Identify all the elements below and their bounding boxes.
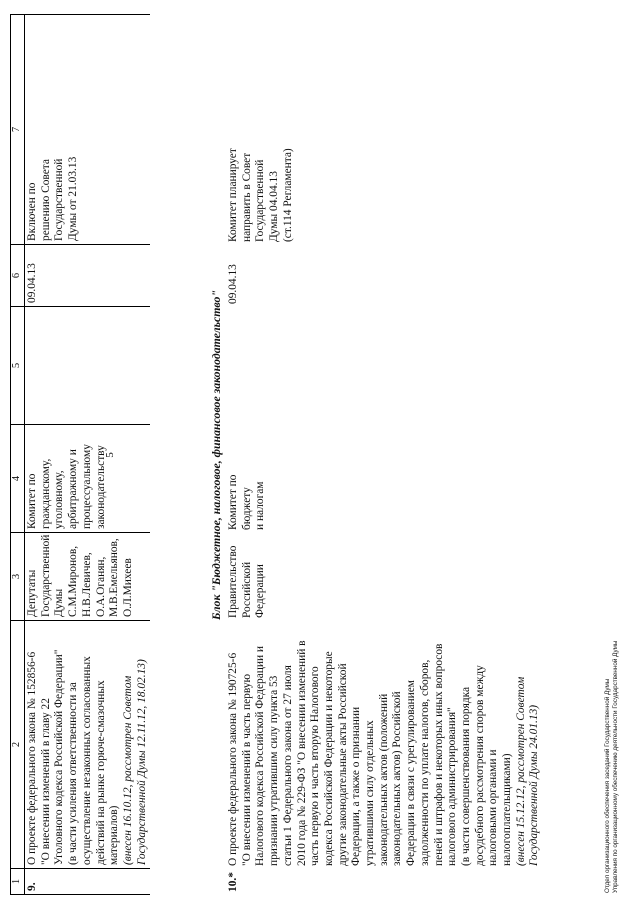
- column-number: 1: [11, 869, 25, 895]
- row-number: 10.*: [227, 872, 239, 892]
- bill-title: [25, 621, 151, 869]
- bill-title-line: другие законодательные акты Российской: [336, 663, 349, 866]
- row-number: 9.: [25, 869, 151, 895]
- column-number-row: [11, 15, 25, 895]
- bill-title-line: Федерации в связи с урегулированием: [405, 680, 418, 866]
- legislation-agenda-table-continued: [226, 15, 543, 895]
- responsible-committee: [226, 425, 543, 533]
- document-footer: [604, 13, 619, 893]
- status-line: Включен по: [26, 182, 38, 241]
- column-number: 4: [11, 425, 25, 533]
- status-line: Думы от 21.03.13: [67, 156, 80, 241]
- author-line: Н.В.Левичев,: [80, 552, 93, 617]
- column-number: 3: [11, 533, 25, 621]
- bill-status: [226, 15, 543, 245]
- author-line: Депутаты: [26, 569, 38, 617]
- bill-title-line: кодекса Российской Федерации и некоторые: [322, 651, 335, 866]
- bill-title-line: (в части совершенствования порядка: [459, 686, 472, 866]
- bill-title-line: материалов): [108, 805, 121, 865]
- committee-line: гражданскому,: [39, 458, 52, 529]
- status-line: решению Совета: [39, 159, 52, 241]
- bill-title-line: законодательных актов (положений: [377, 693, 390, 866]
- status-line: Комитет планирует: [227, 148, 239, 242]
- bill-title-line: пеней и штрафов и некоторых иных вопросов: [432, 643, 445, 866]
- table-row: [25, 15, 151, 895]
- author-line: Российской: [240, 561, 253, 618]
- bill-title-line: налогоплательщиками): [501, 753, 514, 866]
- bill-title-line: 2010 года № 229-ФЗ "О внесении изменений в: [295, 640, 308, 866]
- bill-status: [25, 15, 151, 245]
- review-date: 09.04.13: [25, 245, 151, 307]
- bill-authors: [226, 533, 543, 621]
- footer-line: Управления по организационному обеспечению деятельности Государственной Думы: [611, 640, 619, 893]
- column-number: 7: [11, 15, 25, 245]
- bill-title-line: Уголовного кодекса Российской Федерации": [53, 649, 66, 865]
- table-row: [226, 15, 543, 895]
- author-line: О.Л.Михеев: [121, 558, 134, 617]
- bill-title-line: налогового администрирования": [446, 707, 459, 866]
- bill-title-line: налоговыми органами и: [487, 749, 500, 866]
- committee-line: уголовному,: [53, 470, 66, 529]
- bill-title-line: законодательных актов) Российской: [391, 691, 404, 866]
- bill-title-line: Налогового кодекса Российской Федерации и: [254, 645, 267, 866]
- bill-title-line: О проекте федерального закона № 190725-6: [227, 652, 239, 866]
- author-line: Думы: [53, 588, 66, 617]
- footer-line: Отдел организационного обеспечения заседаний Государственной Думы: [604, 678, 611, 893]
- column-5-cell: [226, 307, 543, 425]
- legislation-agenda-table: [10, 14, 150, 895]
- bill-note-line: Государственной Думы 12.11.12, 18.02.13): [135, 659, 148, 865]
- bill-title-line: осуществление незаконных согласованных: [80, 656, 93, 865]
- committee-line: Комитет по: [26, 473, 38, 529]
- bill-authors: [25, 533, 151, 621]
- bill-title-line: "О внесении изменений в часть первую: [240, 673, 253, 866]
- committee-line: процессуальному: [80, 444, 93, 529]
- bill-note-line: (внесен 15.12.12, рассмотрен Советом: [514, 676, 527, 866]
- author-line: Государственной: [39, 534, 52, 617]
- column-number: 2: [11, 621, 25, 869]
- author-line: О.А.Оганян,: [94, 556, 107, 617]
- bill-title-line: часть первую и часть вторую Налогового: [309, 666, 322, 866]
- status-line: Государственной: [53, 158, 66, 241]
- bill-title-line: признании утратившим силу пункта 53: [268, 675, 281, 866]
- author-line: Федерации: [254, 564, 267, 618]
- bill-title: [226, 621, 543, 869]
- status-line: Государственной: [254, 159, 267, 242]
- column-number: 6: [11, 245, 25, 307]
- bill-note-line: Государственной Думы 24.01.13): [528, 704, 541, 866]
- bill-title-line: действий на рынке горюче-смазочных: [94, 680, 107, 865]
- bill-title-line: Федерации, а также о признании: [350, 706, 363, 866]
- column-5-cell: [25, 307, 151, 425]
- committee-line: Комитет по бюджету: [227, 474, 253, 530]
- committee-line: законодательству: [94, 445, 107, 529]
- bill-title-line: (в части усиления ответственности за: [67, 682, 80, 865]
- status-line: направить в Совет: [240, 152, 253, 242]
- bill-title-line: "О внесении изменений в главу 22: [39, 698, 52, 865]
- block-heading: Блок "Бюджетное, налоговое, финансовое законодательство": [209, 290, 223, 620]
- responsible-committee: [25, 425, 151, 533]
- committee-line: и налогам: [254, 481, 267, 530]
- bill-title-line: задолженности по уплате налогов, сборов,: [418, 659, 431, 866]
- committee-line: арбитражному и: [67, 449, 80, 529]
- author-line: М.В.Емельянов,: [108, 538, 121, 617]
- bill-title-line: статьи 1 Федерального закона от 27 июля: [281, 665, 294, 866]
- review-date: 09.04.13: [227, 264, 239, 304]
- bill-title-line: О проекте федерального закона № 152856-6: [26, 651, 38, 865]
- column-number: 5: [11, 307, 25, 425]
- bill-note-line: (внесен 16.10.12, рассмотрен Советом: [121, 675, 134, 865]
- bill-title-line: утратившими силу отдельных: [364, 720, 377, 866]
- status-line: (ст.114 Регламента): [281, 148, 294, 242]
- bill-title-line: досудебного рассмотрения споров между: [473, 665, 486, 866]
- author-line: Правительство: [227, 545, 239, 618]
- author-line: С.М.Миронов,: [67, 545, 80, 617]
- status-line: Думы 04.04.13: [268, 171, 281, 242]
- page-number: 5: [104, 452, 116, 458]
